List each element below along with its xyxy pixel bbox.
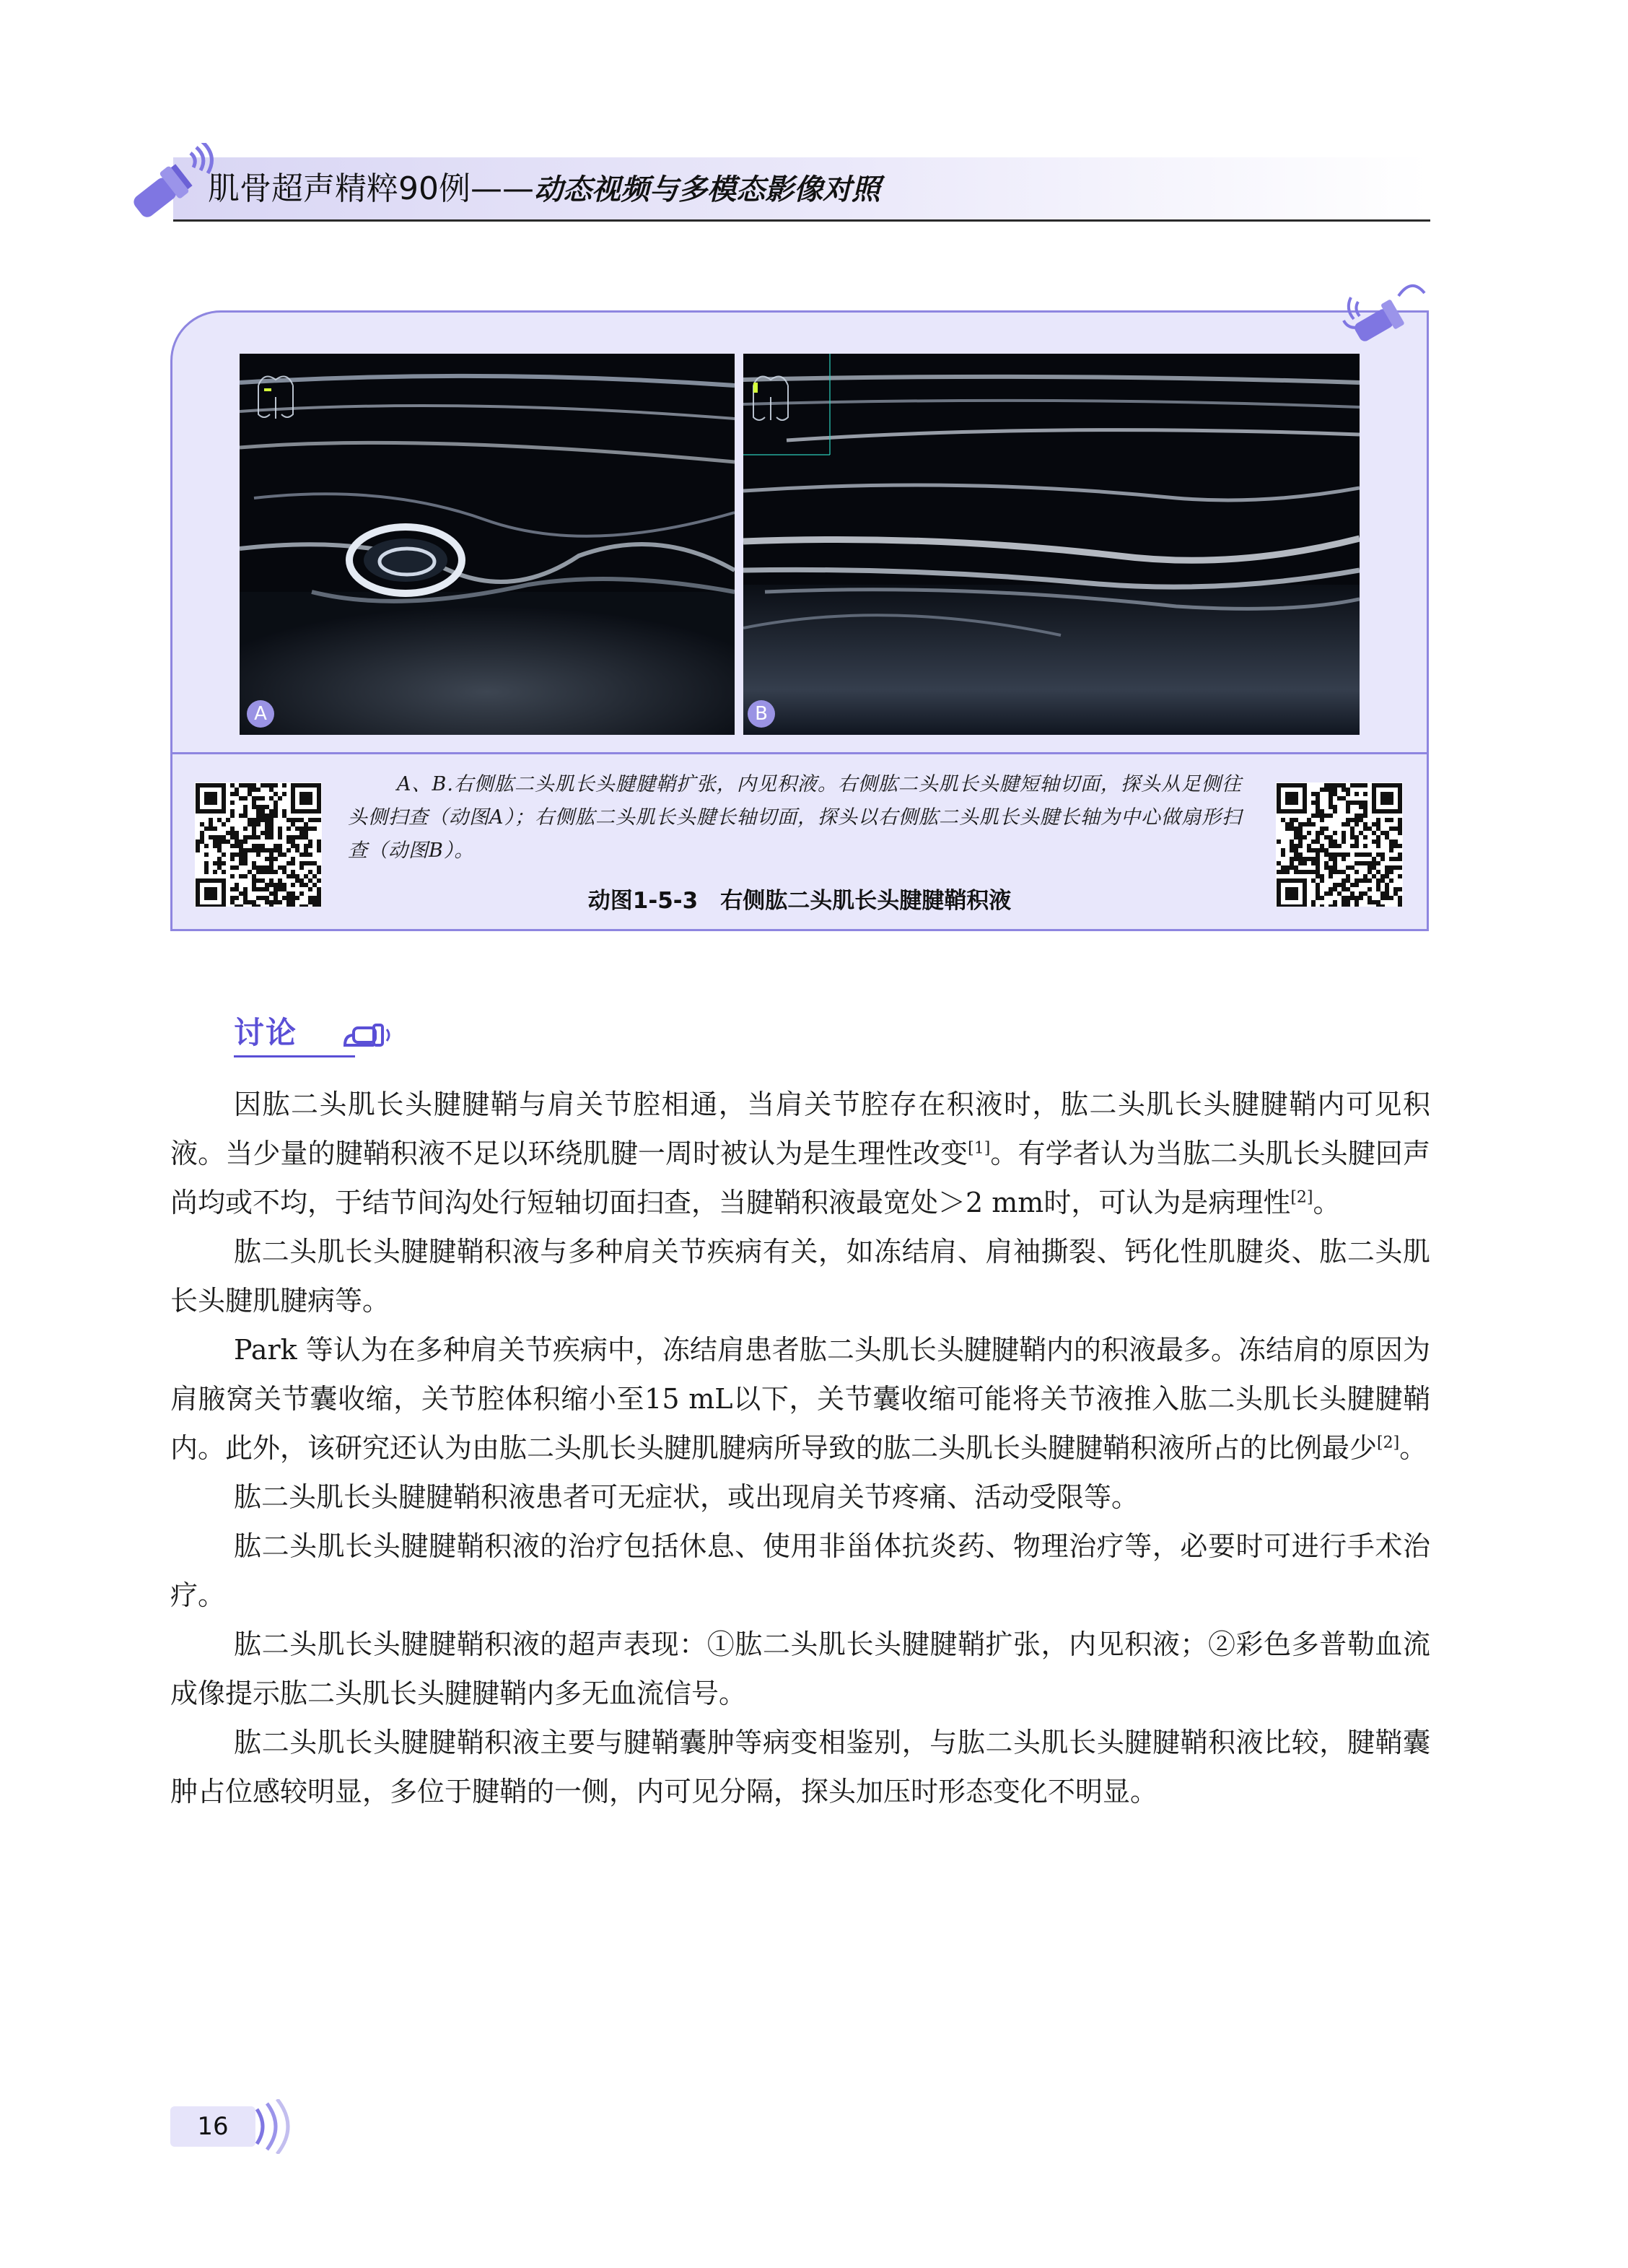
paragraph: 肱二头肌长头腱腱鞘积液的治疗包括休息、使用非甾体抗炎药、物理治疗等，必要时可进行手术治疗。: [170, 1530, 1430, 1611]
ultrasound-image-a: [240, 354, 735, 735]
header-title-main: 肌骨超声精粹90例——: [208, 170, 534, 207]
ultrasound-probe-icon: [343, 1015, 394, 1055]
citation[interactable]: [2]: [1290, 1188, 1313, 1207]
paragraph: 肱二头肌长头腱腱鞘积液患者可无症状，或出现肩关节疼痛、活动受限等。: [234, 1481, 1139, 1513]
section-heading-underline: [234, 1055, 355, 1057]
figure-title: 动图1-5-3 右侧肱二头肌长头腱腱鞘积液: [587, 888, 1012, 914]
ultrasound-probe-icon: [121, 143, 215, 230]
citation[interactable]: [1]: [968, 1139, 991, 1158]
paragraph: 肱二头肌长头腱腱鞘积液的超声表现：①肱二头肌长头腱腱鞘扩张，内见积液；②彩色多普勒血流成像提示肱二头肌长头腱腱鞘内多无血流信号。: [170, 1628, 1430, 1709]
header-rule: [173, 219, 1430, 222]
discussion-body: [170, 1080, 1430, 1816]
ultrasound-image-b-graphic: [743, 354, 1360, 735]
paragraph: Park 等认为在多种肩关节疾病中，冻结肩患者肱二头肌长头腱腱鞘内的积液最多。冻结肩的原因为肩腋窝关节囊收缩，关节腔体积缩小至15 mL以下，关节囊收缩可能将关节液推入肱二头肌长头腱腱鞘内。此外，该研究还认为由肱二头肌长头腱肌腱病所导致的肱二头肌长头腱腱鞘积液所占的比例最少[2]。: [170, 1334, 1430, 1464]
page-number: 16: [197, 2112, 229, 2141]
section-heading: 讨论: [234, 1015, 298, 1050]
paragraph: 肱二头肌长头腱腱鞘积液主要与腱鞘囊肿等病变相鉴别，与肱二头肌长头腱腱鞘积液比较，腱鞘囊肿占位感较明显，多位于腱鞘的一侧，内可见分隔，探头加压时形态变化不明显。: [170, 1727, 1430, 1807]
paragraph: 肱二头肌长头腱腱鞘积液与多种肩关节疾病有关，如冻结肩、肩袖撕裂、钙化性肌腱炎、肱二头肌长头腱肌腱病等。: [170, 1236, 1430, 1317]
header-title-sub: 动态视频与多模态影像对照: [534, 173, 880, 206]
ultrasound-probe-icon: [1338, 274, 1432, 354]
sound-wave-icon: [253, 2099, 296, 2154]
ultrasound-image-b: [743, 354, 1360, 735]
paragraph: 因肱二头肌长头腱腱鞘与肩关节腔相通，当肩关节腔存在积液时，肱二头肌长头腱腱鞘内可见积液。当少量的腱鞘积液不足以环绕肌腱一周时被认为是生理性改变[1]。有学者认为当肱二头肌长头腱回声尚均或不均，于结节间沟处行短轴切面扫查，当腱鞘积液最宽处＞2 mm时，可认为是病理性[2]。: [170, 1089, 1430, 1218]
ultrasound-image-a-graphic: [240, 354, 735, 735]
image-a-label: A: [247, 700, 274, 728]
header-title: [208, 167, 880, 211]
image-b-label: B: [748, 700, 775, 728]
citation[interactable]: [2]: [1377, 1434, 1400, 1452]
figure-caption: A、B.右侧肱二头肌长头腱腱鞘扩张，内见积液。右侧肱二头肌长头腱短轴切面，探头从足侧往头侧扫查（动图A）；右侧肱二头肌长头腱长轴切面，探头以右侧肱二头肌长头腱长轴为中心做扇形扫查（动图B）。: [348, 773, 1242, 862]
